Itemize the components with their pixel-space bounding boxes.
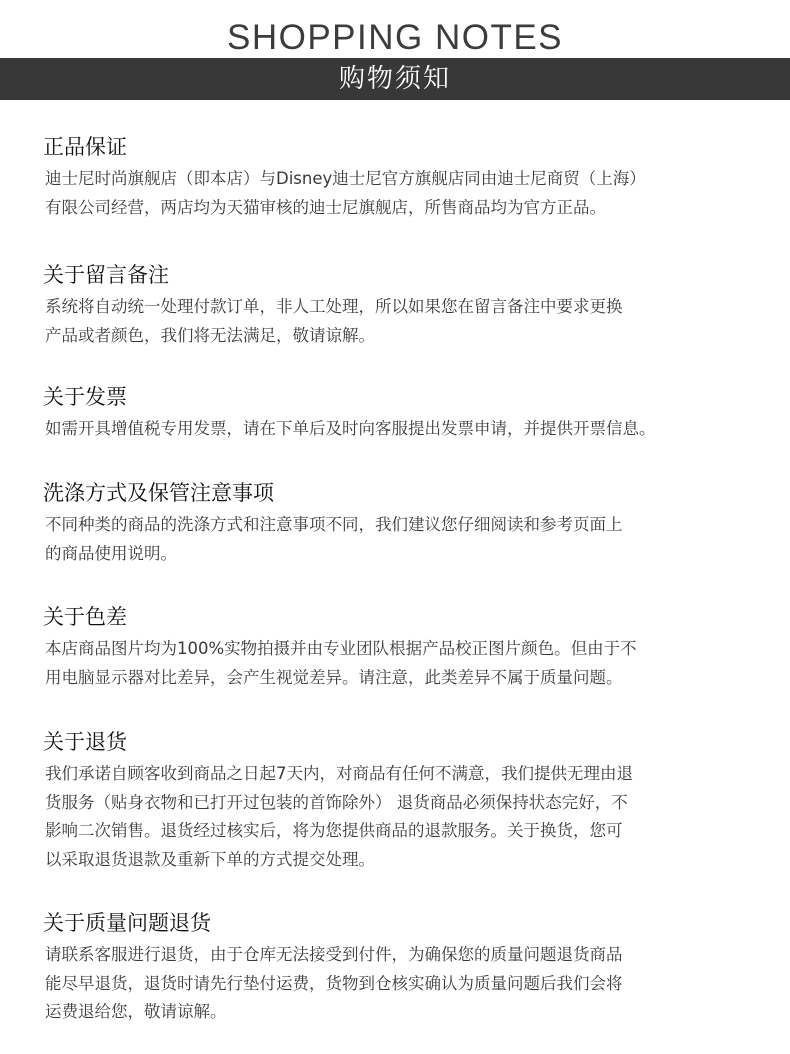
section-body	[45, 941, 739, 1027]
section-order-notes	[43, 261, 743, 350]
section-body	[45, 760, 739, 874]
section-body	[45, 293, 739, 350]
page-title-chinese: 购物须知	[338, 64, 451, 94]
section-title: 关于退货	[43, 730, 127, 754]
body-line: 能尽早退货，退货时请先行垫付运费，货物到仓核实确认为质量问题后我们会将	[45, 973, 623, 993]
section-washing-care	[43, 479, 743, 568]
body-line: 迪士尼时尚旗舰店（即本店）与Disney迪士尼官方旗舰店同由迪士尼商贸（上海）	[45, 169, 646, 188]
page-title-banner	[0, 58, 790, 100]
section-body	[45, 635, 739, 692]
body-line: 如需开具增值税专用发票，请在下单后及时向客服提出发票申请，并提供开票信息。	[45, 419, 656, 438]
section-title: 关于发票	[43, 385, 127, 409]
section-title: 正品保证	[43, 135, 127, 159]
section-quality-returns	[43, 909, 743, 1027]
section-body	[45, 415, 739, 444]
body-line: 运费退给您，敬请谅解。	[45, 1002, 227, 1021]
section-returns	[43, 728, 743, 874]
section-body	[45, 511, 739, 568]
section-title: 关于质量问题退货	[43, 911, 211, 935]
section-title: 洗涤方式及保管注意事项	[43, 481, 274, 505]
body-line: 产品或者颜色，我们将无法满足，敬请谅解。	[45, 325, 375, 345]
body-line: 有限公司经营，两店均为天猫审核的迪士尼旗舰店，所售商品均为官方正品。	[45, 197, 606, 217]
body-line: 本店商品图片均为100%实物拍摄并由专业团队根据产品校正图片颜色。但由于不	[45, 639, 637, 658]
section-title: 关于色差	[43, 605, 127, 629]
section-invoice	[43, 383, 743, 444]
body-line: 以采取退货退款及重新下单的方式提交处理。	[45, 849, 375, 869]
body-line: 影响二次销售。退货经过核实后，将为您提供商品的退款服务。关于换货，您可	[45, 821, 623, 840]
body-line: 系统将自动统一处理付款订单，非人工处理，所以如果您在留言备注中要求更换	[45, 297, 623, 316]
section-color-difference	[43, 603, 743, 692]
section-authenticity	[43, 133, 743, 222]
page-title-english: SHOPPING NOTES	[226, 18, 564, 57]
body-line: 用电脑显示器对比差异，会产生视觉差异。请注意，此类差异不属于质量问题。	[45, 667, 623, 687]
section-body	[45, 165, 739, 222]
body-line: 不同种类的商品的洗涤方式和注意事项不同，我们建议您仔细阅读和参考页面上	[45, 515, 623, 534]
section-title: 关于留言备注	[43, 263, 169, 287]
body-line: 的商品使用说明。	[45, 543, 177, 563]
body-line: 我们承诺自顾客收到商品之日起7天内，对商品有任何不满意，我们提供无理由退	[45, 764, 633, 783]
body-line: 货服务（贴身衣物和已打开过包装的首饰除外） 退货商品必须保持状态完好，不	[45, 792, 628, 812]
body-line: 请联系客服进行退货，由于仓库无法接受到付件，为确保您的质量问题退货商品	[45, 945, 623, 964]
